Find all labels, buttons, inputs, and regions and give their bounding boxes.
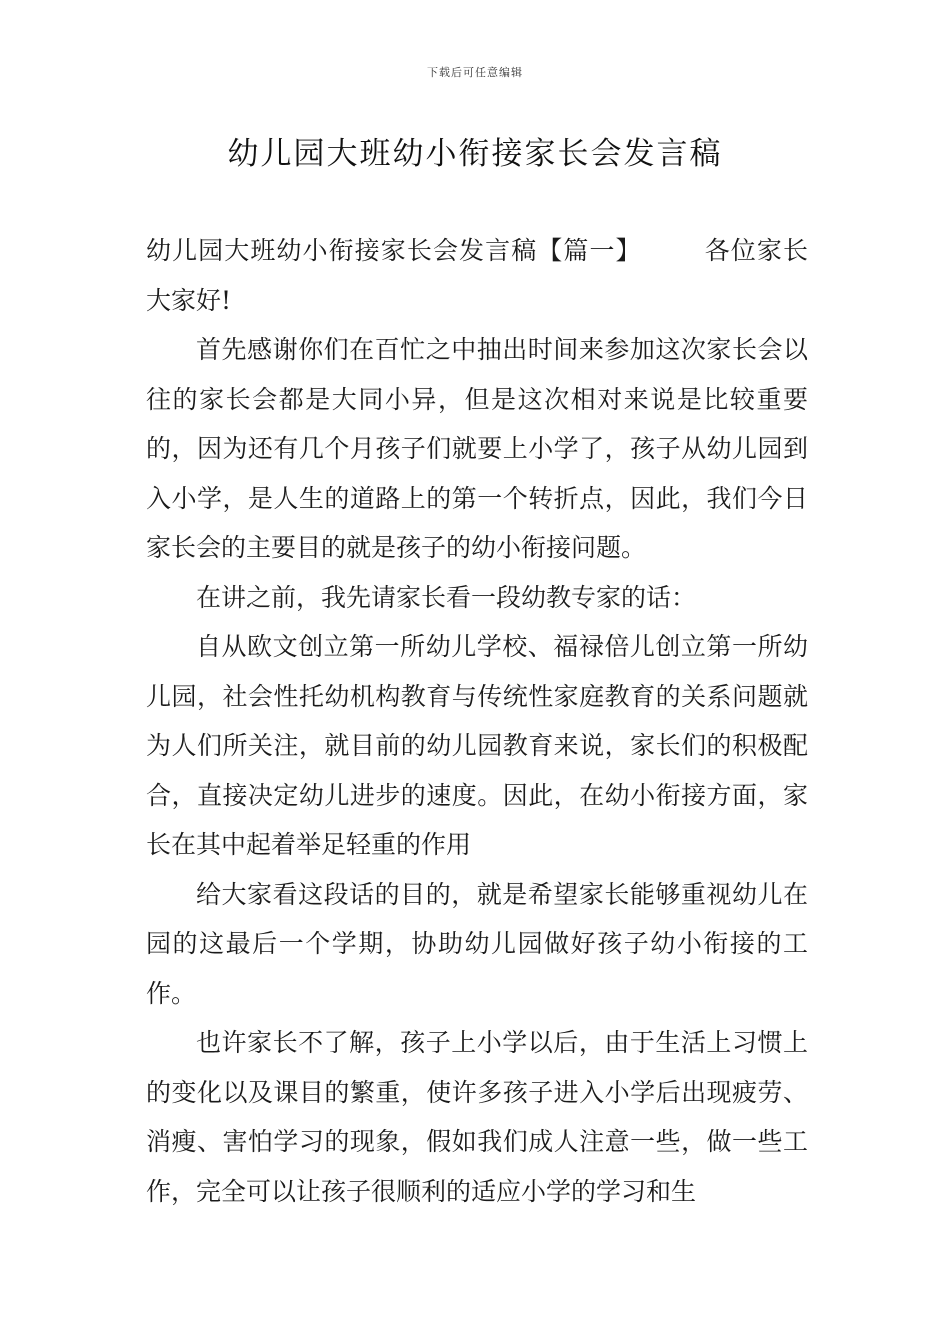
greeting-end: 大家好! bbox=[146, 285, 232, 315]
body-paragraph: 也许家长不了解，孩子上小学以后，由于生活上习惯上的变化以及课目的繁重，使许多孩子进入小学后出现疲劳、消瘦、害怕学习的现象，假如我们成人注意一些，做一些工作，完全可以让孩子很顺利的适应小学的学习和生 bbox=[146, 1028, 808, 1206]
body-paragraph: 给大家看这段话的目的，就是希望家长能够重视幼儿在园的这最后一个学期，协助幼儿园做好孩子幼小衔接的工作。 bbox=[146, 879, 808, 1008]
body-paragraph: 自从欧文创立第一所幼儿学校、福禄倍儿创立第一所幼儿园，社会性托幼机构教育与传统性家庭教育的关系问题就为人们所关注，就目前的幼儿园教育来说，家长们的积极配合，直接决定幼儿进步的速度。因此，在幼小衔接方面，家长在其中起着举足轻重的作用 bbox=[146, 632, 808, 859]
opening-paragraph bbox=[146, 226, 808, 325]
document-title: 幼儿园大班幼小衔接家长会发言稿 bbox=[227, 136, 723, 172]
document-body bbox=[146, 226, 808, 1216]
body-paragraph: 在讲之前，我先请家长看一段幼教专家的话： bbox=[196, 582, 697, 612]
greeting-start: 各位家长 bbox=[703, 236, 808, 265]
section-heading-inline: 幼儿园大班幼小衔接家长会发言稿【篇一】 bbox=[146, 236, 642, 265]
body-paragraph: 首先感谢你们在百忙之中抽出时间来参加这次家长会以往的家长会都是大同小异，但是这次相对来说是比较重要的，因为还有几个月孩子们就要上小学了，孩子从幼儿园到入小学，是人生的道路上的第一个转折点，因此，我们今日家长会的主要目的就是孩子的幼小衔接问题。 bbox=[146, 335, 808, 562]
page-header-note: 下载后可任意编辑 bbox=[427, 66, 523, 79]
